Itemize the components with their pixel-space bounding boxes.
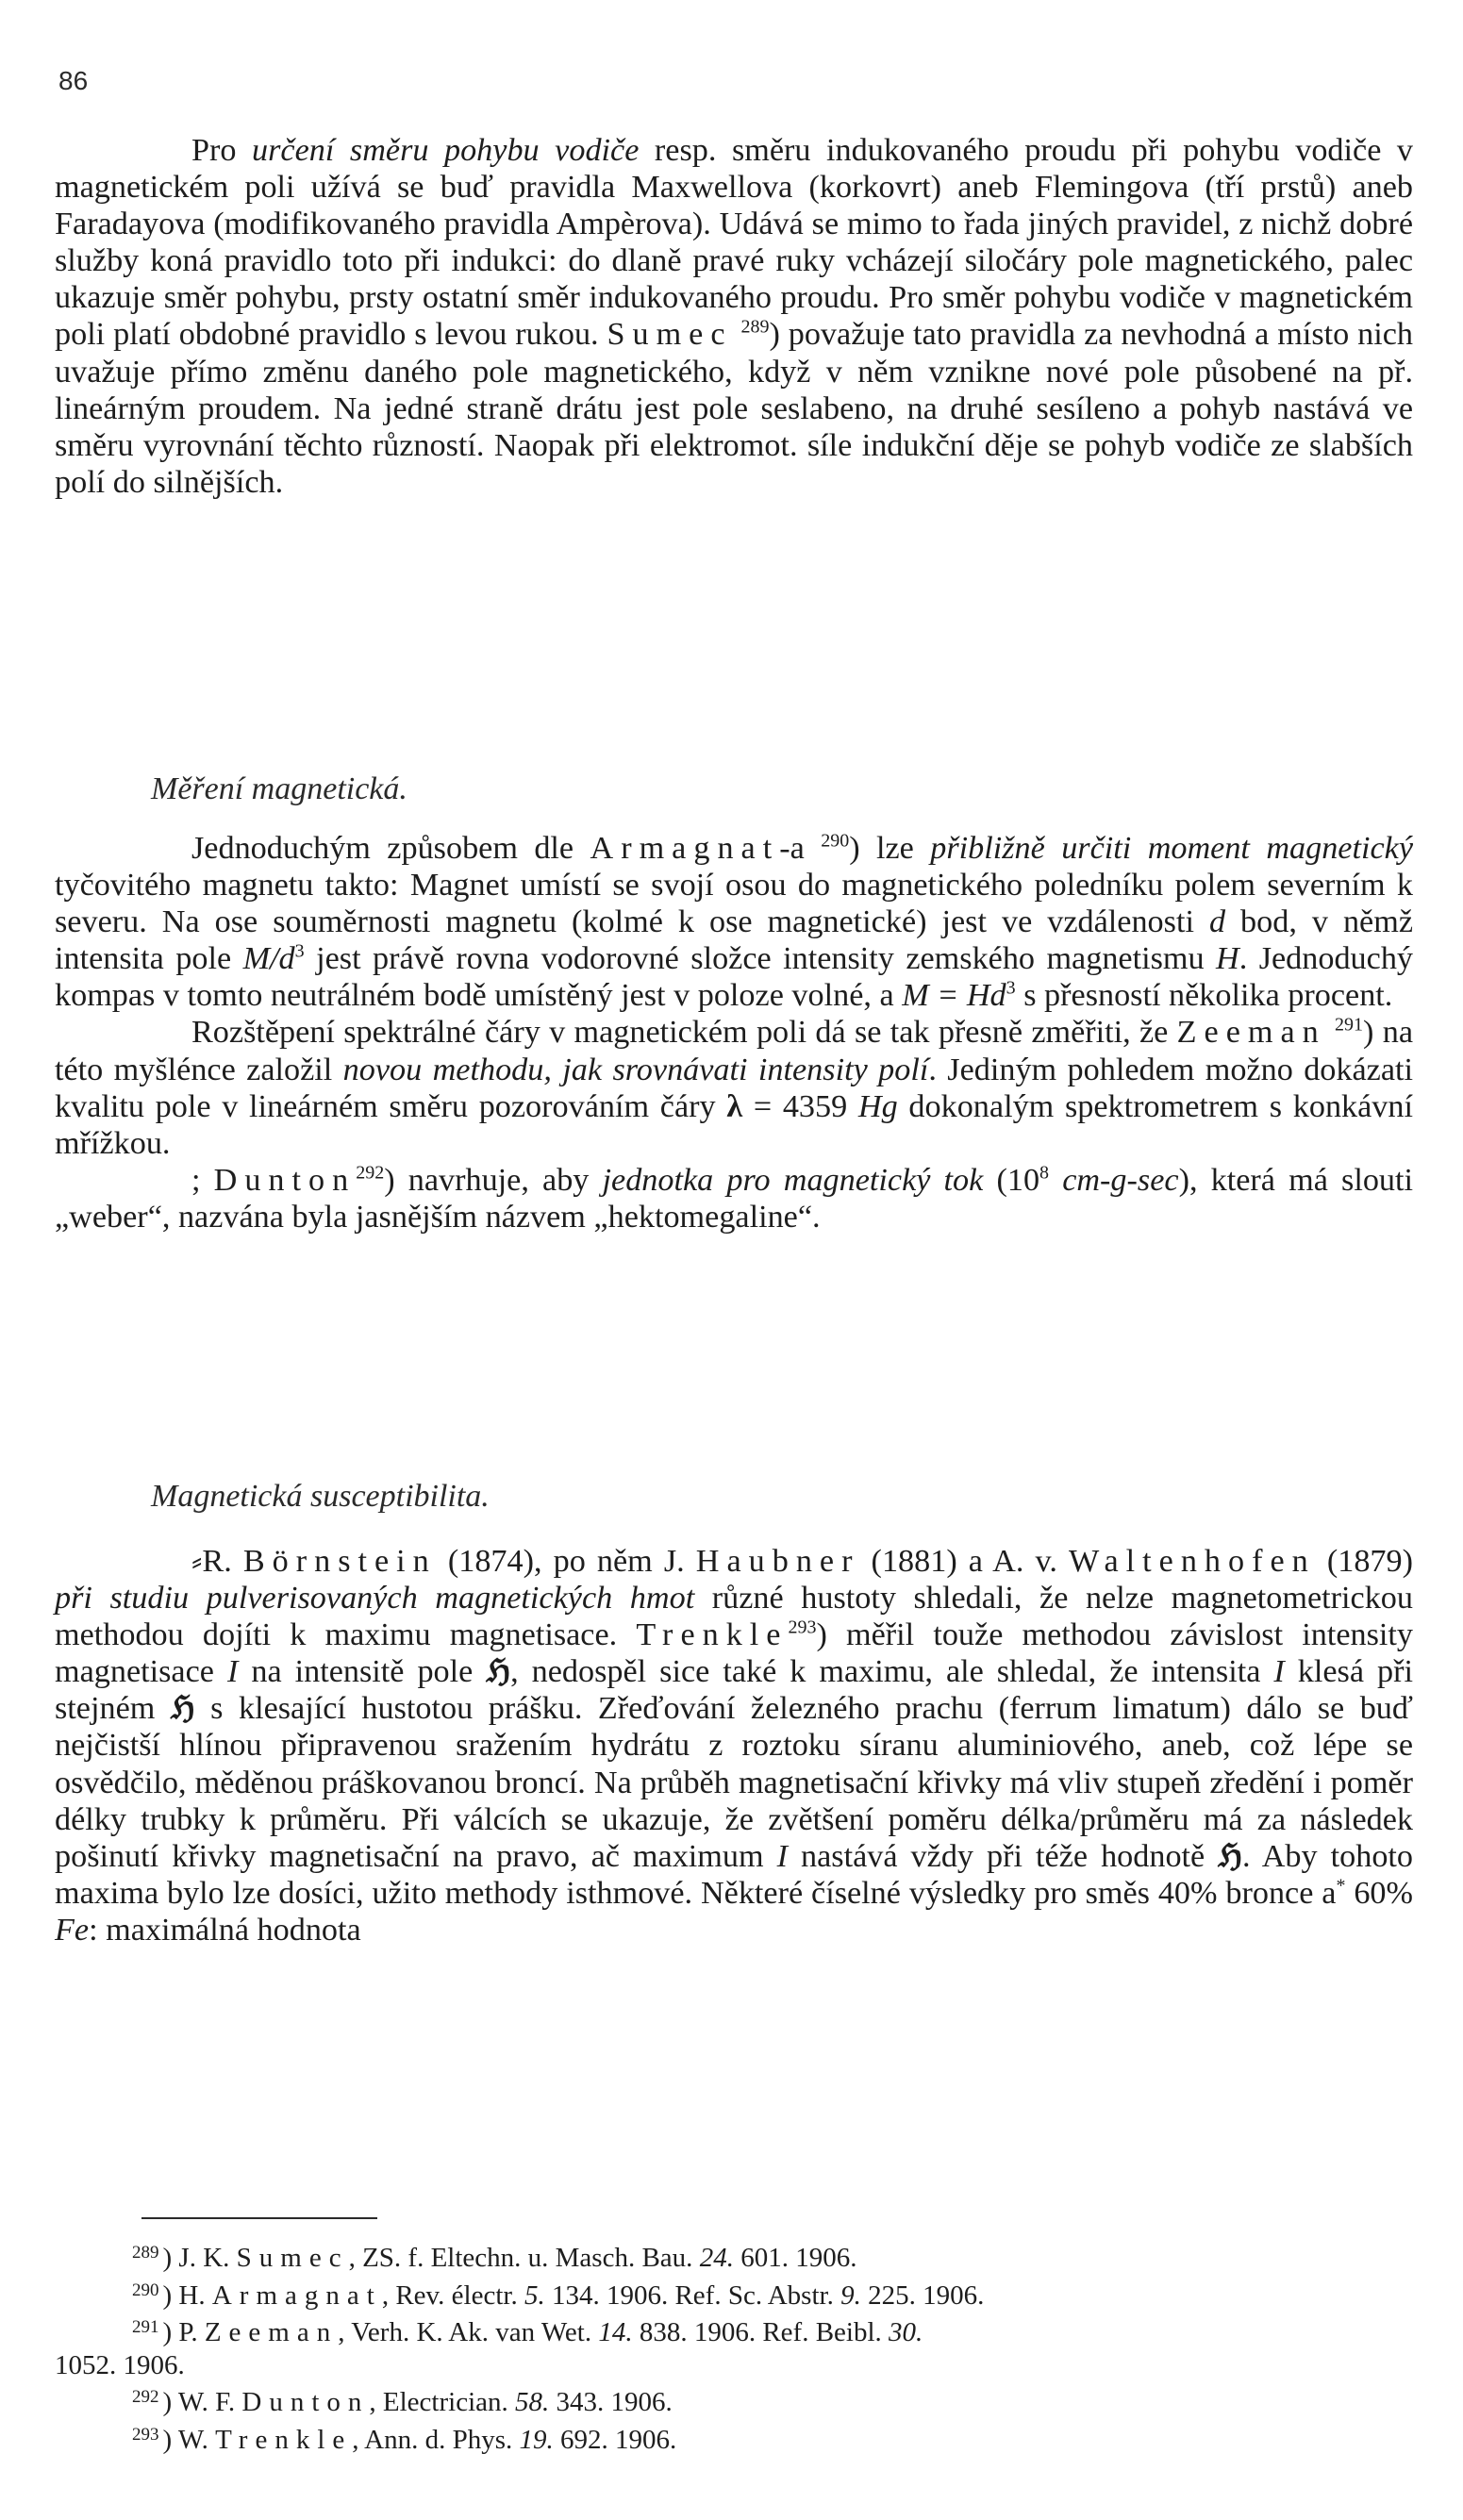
- emphasis: jednotka pro magnetický tok: [602, 1162, 984, 1198]
- footnote: $^{291}$ ) P. Zeeman, Verh. K. Ak. van Wet. 14. 838. 1906. Ref. Beibl. 30.: [132, 2317, 923, 2347]
- footnote-separator: [141, 2217, 377, 2219]
- footnote-continuation: 1052. 1906.: [55, 2349, 185, 2380]
- author-name: Trenkle: [636, 1617, 789, 1653]
- paragraph-text: ; Dunton$^{292}$) navrhuje, aby jednotka pro magnetický tok ($10^8$ cm-g-sec), která má slouti „weber“, nazvána byla jasnějším názvem „hektomegaline“.: [55, 1162, 1414, 1235]
- footnote-ref: 290: [821, 830, 850, 852]
- author-name: Sumec: [607, 317, 733, 353]
- emphasis: při studiu pulverisovaných magnetických hmot: [55, 1581, 695, 1616]
- author-name: Waltenhofen: [1068, 1544, 1316, 1579]
- footnotes: [55, 2237, 1413, 2456]
- emphasis: přibližně určiti moment magnetický: [930, 831, 1414, 866]
- author-name: Börnstein: [242, 1544, 437, 1579]
- paragraph-text: Rozštěpení spektrálné čáry v magnetickém poli dá se tak přesně změřiti, že Zeeman $^{291}$) na této myšlénce založil novou methodu, jak srovnávati intensity polí. Jediným pohledem možno dokázati kvalitu pole v lineárném směru pozorováním čáry λ = 4359 Hg dokonalým spektrometrem s konkávní mřížkou.: [55, 1015, 1413, 1161]
- footnote: $^{293}$ ) W. Trenkle, Ann. d. Phys. 19. 692. 1906.: [132, 2424, 677, 2455]
- author-name: Armagnat: [590, 831, 780, 866]
- emphasis: určení směru pohybu vodiče: [252, 133, 640, 168]
- footnote: $^{290}$ ) H. Armagnat, Rev. électr. 5. 134. 1906. Ref. Sc. Abstr. 9. 225. 1906.: [132, 2280, 985, 2311]
- author-name: Haubner: [695, 1544, 860, 1579]
- emphasis: novou methodu, jak srovnávati intensity polí: [342, 1052, 929, 1087]
- section-heading: Magnetická susceptibilita.: [151, 1479, 490, 1514]
- paragraph-text: Jednoduchým způsobem dle Armagnat-a $^{290}$) lze přibližně určiti moment magnetický tyčovitého magnetu takto: Magnet umístí se svojí osou do magnetického poledníku polem severním k severu. Na ose souměrnosti magnetu (kolmé k ose magnetické) jest ve vzdálenosti d bod, v němž intensita pole $M/d^3$ jest právě rovna vodorovné složce intensity zemského magnetismu H. Jednoduchý kompas v tomto neutrálném bodě umístěný jest v poloze volné, a $M = Hd^3$ s přesností několika procent.: [55, 830, 1414, 1014]
- paragraph-text: Pro určení směru pohybu vodiče resp. směru indukovaného proudu při pohybu vodiče v magnetickém poli užívá se buď pravidla Maxwellova (korkovrt) aneb Flemingova (tří prstů) aneb Faradayova (modifikovaného pravidla Ampèrova). Udává se mimo to řada jiných pravidel, z nichž dobré služby koná pravidlo toto při indukci: do dlaně pravé ruky vcházejí siločáry pole magnetického, palec ukazuje směr pohybu, prsty ostatní směr indukovaného proudu. Pro směr pohybu vodiče v magnetickém poli platí obdobné pravidlo s levou rukou. Sumec $^{289}$) považuje tato pravidla za nevhodná a místo nich uvažuje přímo změnu daného pole magnetického, když v něm vznikne nové pole působené na př. lineárným proudem. Na jedné straně drátu jest pole seslabeno, na druhé sesíleno a pohyb nastává ve směru vyrovnání těchto růzností. Naopak při elektromot. síle indukční děje se pohyb vodiče ze slabších polí do silnějších.: [55, 133, 1413, 500]
- footnote: $^{292}$ ) W. F. Dunton, Electrician. 58. 343. 1906.: [132, 2387, 673, 2417]
- section-heading: Měření magnetická.: [151, 771, 407, 806]
- page-number: 86: [58, 66, 89, 95]
- footnote: $^{289}$ ) J. K. Sumec, ZS. f. Eltechn. u. Masch. Bau. 24. 601. 1906.: [132, 2243, 857, 2273]
- author-name: Zeeman: [1176, 1015, 1326, 1051]
- paragraph-text: ⸗R. Börnstein (1874), po něm J. Haubner (1881) a A. v. Waltenhofen (1879) při studiu pulverisovaných magnetických hmot různé hustoty shledali, že nelze magnetometrickou methodou dojíti k maximu magnetisace. Trenkle$^{293}$) měřil touže methodou závislost intensity magnetisace I na intensitě pole ℌ, nedospěl sice také k maximu, ale shledal, že intensita I klesá při stejném ℌ s klesající hustotou prášku. Zřeďování železného prachu (ferrum limatum) dálo se buď nejčistší hlínou připravenou sražením hydrátu z roztoku síranu aluminiového, aneb, což lépe se osvědčilo, měděnou práškovanou broncí. Na průběh magnetisační křivky má vliv stupeň zředění i poměr délky trubky k průměru. Při válcích se ukazuje, že zvětšení poměru délka/průměru má za následek pošinutí křivky magnetisační na pravo, ač maximum I nastává vždy při téže hodnotě ℌ. Aby tohoto maxima bylo lze dosíci, užito methody isthmové. Některé číselné výsledky pro směs 40% bronce a* 60% Fe: maximálná hodnota: [55, 1544, 1414, 1948]
- footnote-ref: 293: [788, 1616, 817, 1638]
- paragraphs-magnetic-measurement: [55, 830, 1413, 1235]
- author-name: Dunton: [213, 1162, 357, 1198]
- footnote-ref: 289: [740, 317, 770, 339]
- paragraph-conductor-motion: [55, 132, 1413, 501]
- footnote-ref: 291: [1335, 1015, 1364, 1036]
- paragraph-susceptibility: [55, 1543, 1413, 1948]
- footnote-ref: 292: [356, 1162, 385, 1184]
